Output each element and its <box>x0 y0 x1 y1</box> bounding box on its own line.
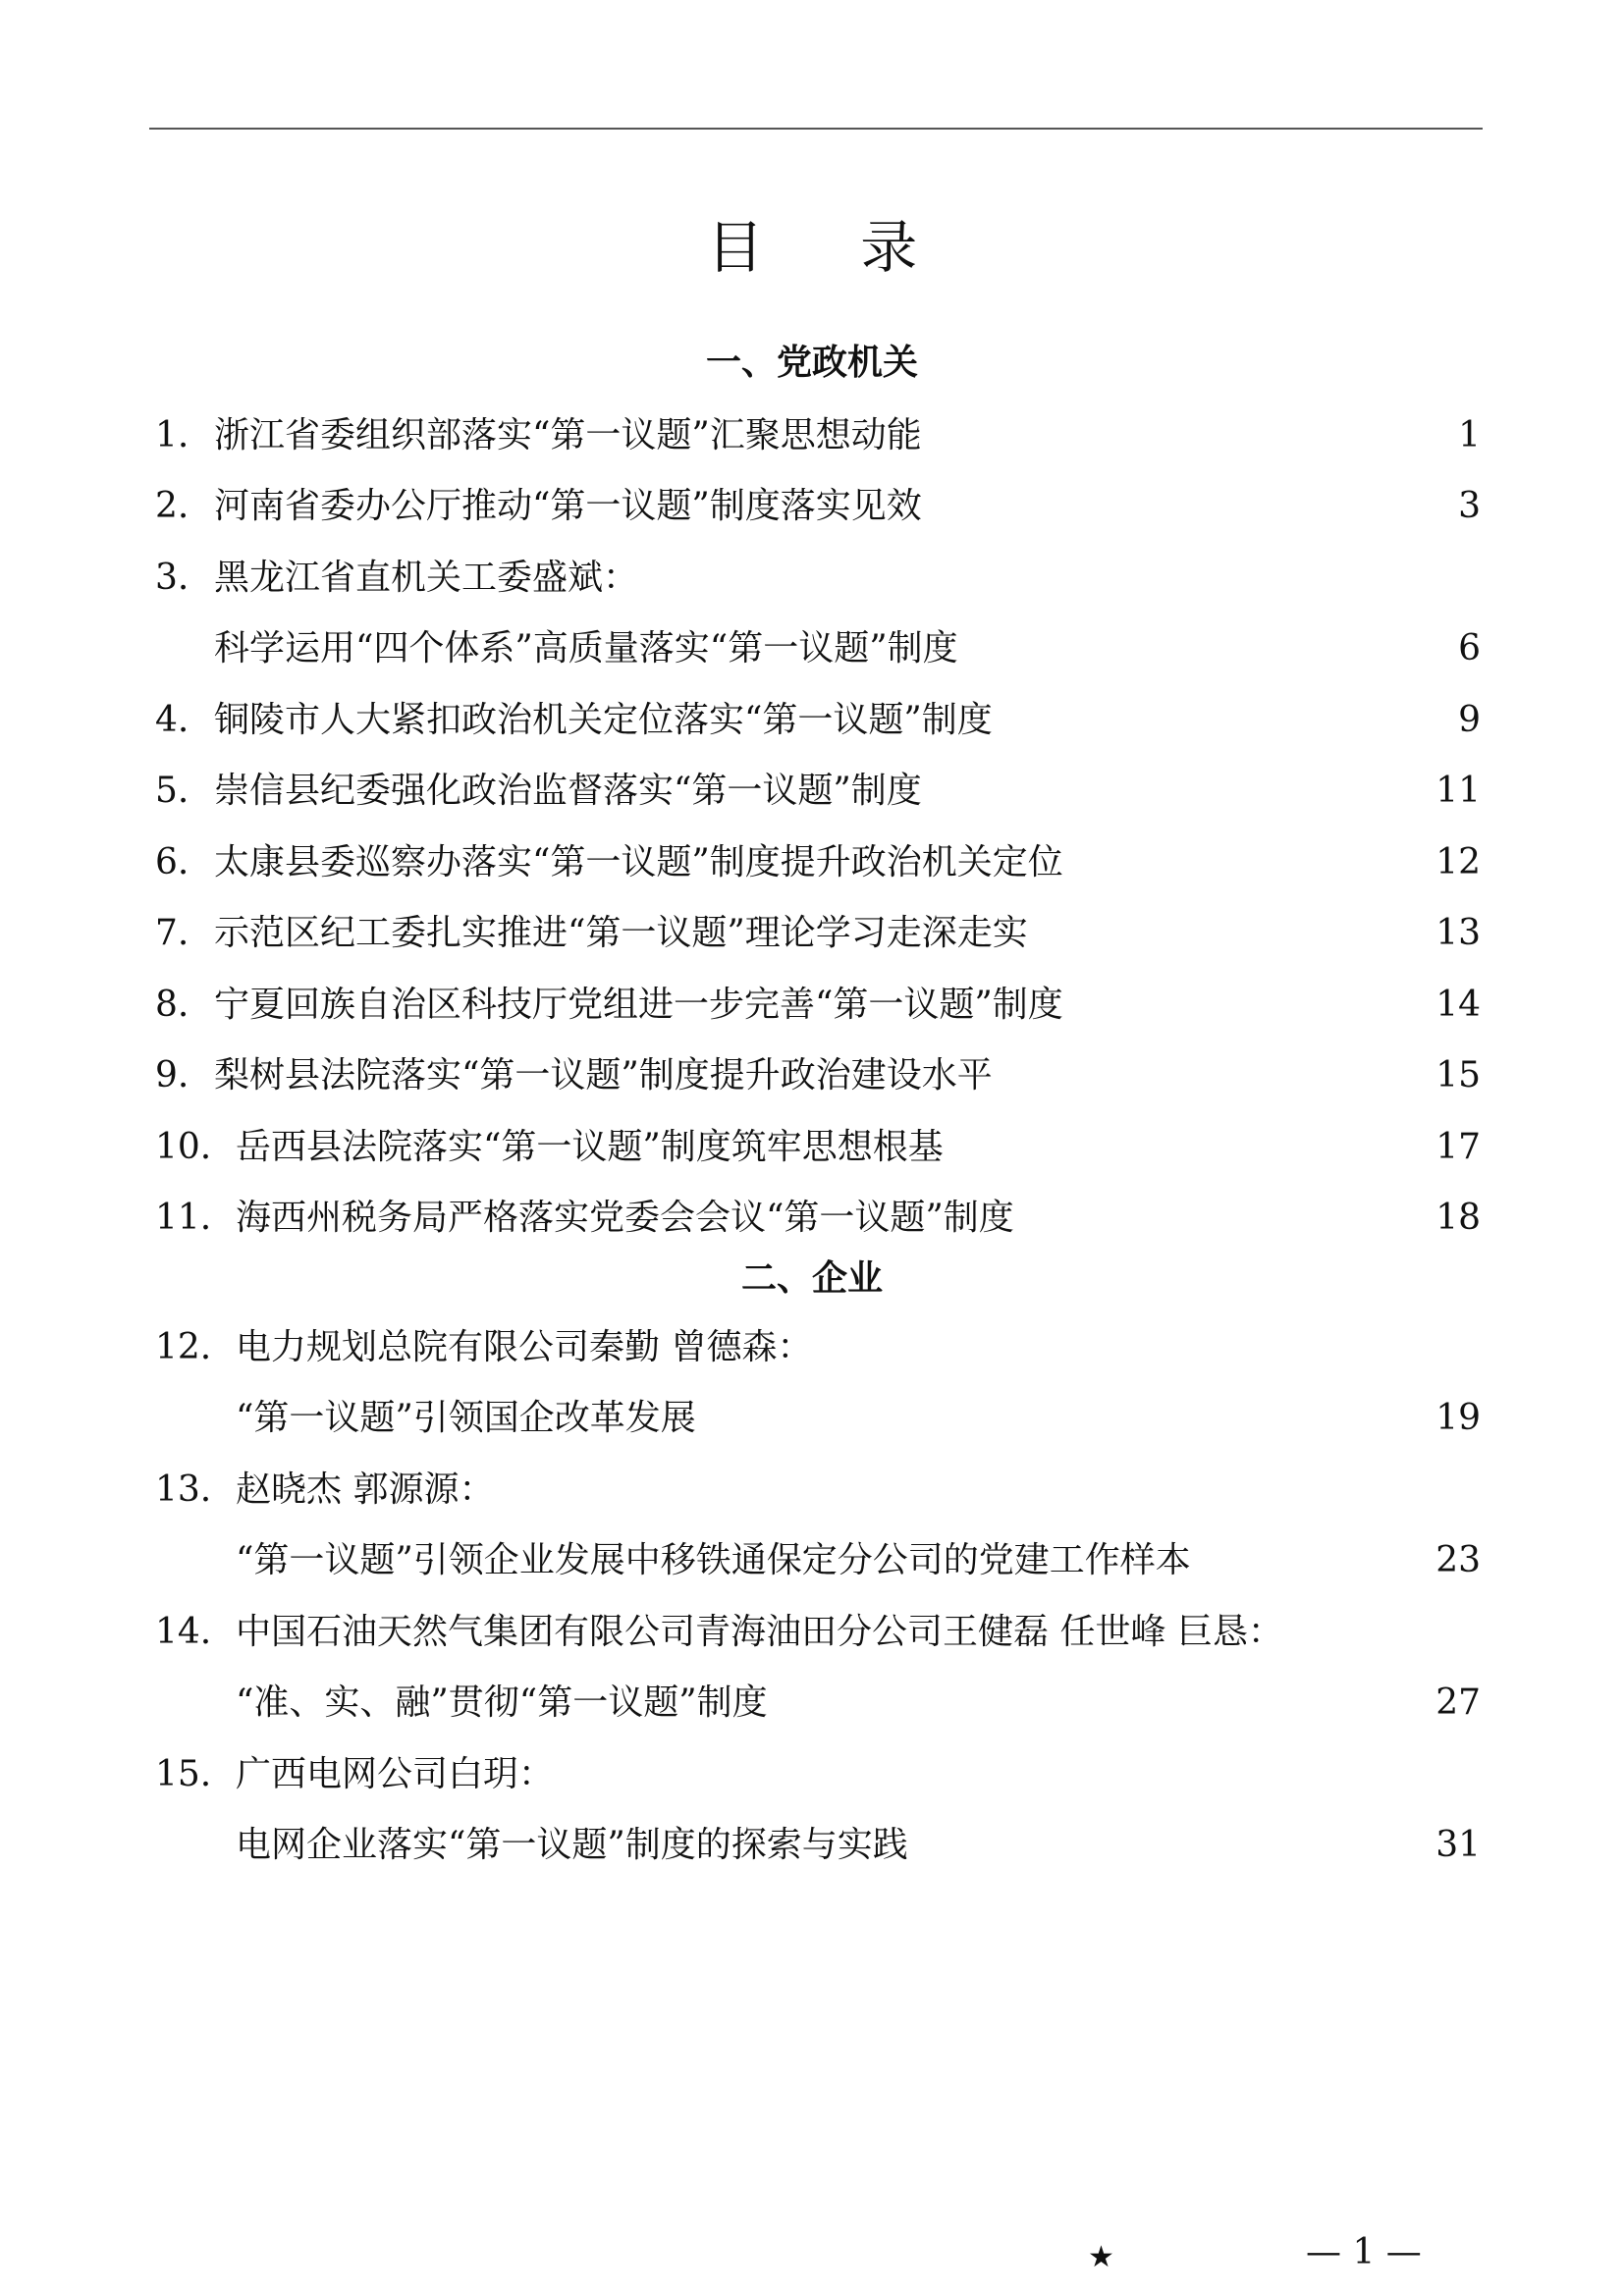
toc-entry-title: 梨树县法院落实“第一议题”制度提升政治建设水平 <box>214 1055 993 1095</box>
toc-entry-title: 崇信县纪委强化政治监督落实“第一议题”制度 <box>214 771 922 811</box>
toc-entry-page: 18 <box>1435 1198 1481 1238</box>
toc-entry-subtitle: 科学运用“四个体系”高质量落实“第一议题”制度 <box>214 628 958 668</box>
toc-entry[interactable] <box>0 835 1624 890</box>
toc-entry[interactable] <box>0 1120 1624 1175</box>
section-heading-enterprises: 二、企业 <box>740 1258 883 1299</box>
toc-entry-subtitle: “第一议题”引领国企改革发展 <box>236 1398 696 1438</box>
toc-entry-page: 11 <box>1435 771 1481 811</box>
toc-entry-subtitle: “第一议题”引领企业发展中移铁通保定分公司的党建工作样本 <box>236 1540 1191 1580</box>
toc-entry-page: 9 <box>1458 700 1481 740</box>
toc-entry-number: 14. <box>155 1612 212 1652</box>
document-title: 目 录 <box>706 214 957 281</box>
toc-entry-number: 11. <box>155 1198 212 1238</box>
toc-entry[interactable] <box>0 693 1624 748</box>
toc-entry-number: 7. <box>155 913 189 953</box>
toc-entry-continuation[interactable] <box>0 1676 1624 1731</box>
toc-entry[interactable] <box>0 1747 1624 1802</box>
toc-entry[interactable] <box>0 906 1624 961</box>
toc-entry-page: 14 <box>1435 985 1481 1025</box>
toc-entry-number: 6. <box>155 842 189 882</box>
toc-entry[interactable] <box>0 1191 1624 1246</box>
toc-entry-title: 海西州税务局严格落实党委会会议“第一议题”制度 <box>236 1198 1014 1238</box>
toc-entry-page: 23 <box>1435 1540 1481 1580</box>
toc-entry-title: 黑龙江省直机关工委盛斌： <box>214 558 639 598</box>
toc-entry-page: 15 <box>1435 1055 1481 1095</box>
toc-entry-number: 15. <box>155 1754 212 1794</box>
toc-entry[interactable] <box>0 764 1624 819</box>
toc-entry-title: 示范区纪工委扎实推进“第一议题”理论学习走深走实 <box>214 913 1028 953</box>
toc-entry-subtitle: 电网企业落实“第一议题”制度的探索与实践 <box>236 1825 908 1865</box>
toc-entry[interactable] <box>0 551 1624 606</box>
toc-entry-title: 赵晓杰 郭源源： <box>236 1469 495 1510</box>
toc-entry-number: 12. <box>155 1327 212 1367</box>
toc-entry-page: 27 <box>1435 1682 1481 1723</box>
toc-entry-title: 岳西县法院落实“第一议题”制度筑牢思想根基 <box>236 1127 944 1167</box>
toc-entry[interactable] <box>0 1605 1624 1660</box>
page-number: — 1 — <box>1306 2232 1422 2272</box>
toc-entry-title: 广西电网公司白玥： <box>236 1754 555 1794</box>
toc-entry-title: 电力规划总院有限公司秦勤 曾德森： <box>236 1327 813 1367</box>
toc-entry-continuation[interactable] <box>0 1391 1624 1446</box>
toc-entry-page: 17 <box>1435 1127 1481 1167</box>
toc-entry-number: 1. <box>155 415 189 455</box>
toc-entry-page: 1 <box>1458 415 1481 455</box>
toc-entry-page: 31 <box>1435 1825 1481 1865</box>
star-icon: ★ <box>1088 2240 1114 2274</box>
toc-entry[interactable] <box>0 1320 1624 1375</box>
section-heading-party-government: 一、党政机关 <box>705 343 918 383</box>
toc-entry-number: 10. <box>155 1127 212 1167</box>
toc-entry-title: 浙江省委组织部落实“第一议题”汇聚思想动能 <box>214 415 922 455</box>
toc-entry-page: 13 <box>1435 913 1481 953</box>
toc-entry-number: 2. <box>155 486 189 526</box>
toc-entry-subtitle: “准、实、融”贯彻“第一议题”制度 <box>236 1682 768 1723</box>
toc-entry[interactable] <box>0 1463 1624 1518</box>
toc-entry-continuation[interactable] <box>0 621 1624 676</box>
toc-entry-page: 19 <box>1435 1398 1481 1438</box>
toc-entry-title: 太康县委巡察办落实“第一议题”制度提升政治机关定位 <box>214 842 1063 882</box>
toc-entry-page: 3 <box>1458 486 1481 526</box>
toc-entry[interactable] <box>0 1048 1624 1103</box>
header-rule <box>149 128 1483 130</box>
toc-entry[interactable] <box>0 408 1624 463</box>
toc-entry-title: 河南省委办公厅推动“第一议题”制度落实见效 <box>214 486 922 526</box>
toc-entry-number: 5. <box>155 771 189 811</box>
toc-entry-number: 13. <box>155 1469 212 1510</box>
toc-entry[interactable] <box>0 479 1624 534</box>
toc-entry-page: 6 <box>1458 628 1481 668</box>
toc-entry[interactable] <box>0 978 1624 1033</box>
toc-entry-number: 8. <box>155 985 189 1025</box>
toc-entry-continuation[interactable] <box>0 1818 1624 1873</box>
toc-entry-title: 铜陵市人大紧扣政治机关定位落实“第一议题”制度 <box>214 700 993 740</box>
toc-entry-number: 3. <box>155 558 189 598</box>
toc-entry-page: 12 <box>1435 842 1481 882</box>
toc-entry-title: 中国石油天然气集团有限公司青海油田分公司王健磊 任世峰 巨恳： <box>236 1612 1283 1652</box>
toc-entry-number: 4. <box>155 700 189 740</box>
toc-entry-title: 宁夏回族自治区科技厅党组进一步完善“第一议题”制度 <box>214 985 1063 1025</box>
toc-entry-continuation[interactable] <box>0 1533 1624 1588</box>
toc-entry-number: 9. <box>155 1055 189 1095</box>
